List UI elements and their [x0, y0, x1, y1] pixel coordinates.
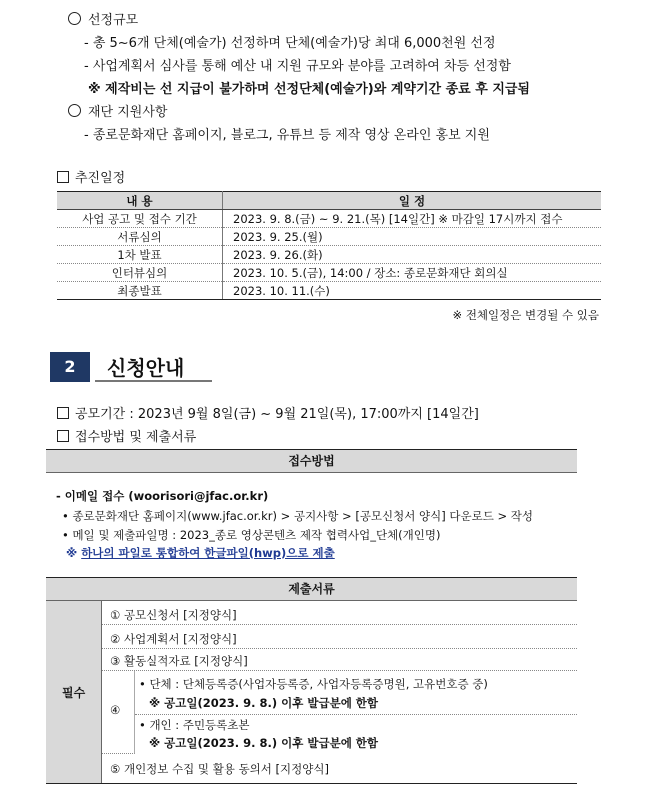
- document-subitem-org: [135, 674, 577, 715]
- schedule-heading: 추진일정: [57, 167, 125, 186]
- method-header: 접수방법: [46, 449, 577, 473]
- schedule-content: 최종발표: [57, 282, 223, 300]
- document-item-number: ④: [102, 671, 135, 754]
- schedule-header-row: [57, 192, 601, 210]
- bullet-dot-icon: •: [62, 528, 69, 542]
- method-bullet: • 메일 및 제출파일명 : 2023_종로 영상콘텐츠 제작 협력사업_단체(개인명): [62, 528, 441, 542]
- schedule-note: ※ 전체일정은 변경될 수 있음: [452, 308, 599, 322]
- document-subitem-note: ※ 공고일(2023. 9. 8.) 이후 발급분에 한함: [149, 736, 379, 750]
- checkbox-bullet-icon: [57, 430, 69, 442]
- scale-item: - 총 5~6개 단체(예술가) 선정하며 단체(예술가)당 최대 6,000천원 선정: [84, 36, 496, 51]
- schedule-col-content: 내 용: [57, 192, 223, 210]
- support-item: - 종로문화재단 홈페이지, 블로그, 유튜브 등 제작 영상 온라인 홍보 지원: [84, 128, 490, 143]
- schedule-date: 2023. 10. 5.(금), 14:00 / 장소: 종로문화재단 회의실: [223, 264, 602, 282]
- document-subitem-note: ※ 공고일(2023. 9. 8.) 이후 발급분에 한함: [149, 696, 379, 710]
- scale-heading: 선정규모: [68, 9, 138, 28]
- method-heading: 접수방법 및 제출서류: [57, 426, 196, 445]
- method-note: ※ 하나의 파일로 통합하여 한글파일(hwp)으로 제출: [66, 546, 335, 560]
- document-item: ③ 활동실적자료 [지정양식]: [102, 649, 577, 671]
- document-item: ⑤ 개인정보 수집 및 활용 동의서 [지정양식]: [110, 762, 329, 776]
- circle-bullet-icon: [68, 104, 81, 117]
- schedule-content: 1차 발표: [57, 246, 223, 264]
- schedule-date: 2023. 9. 8.(금) ~ 9. 21.(목) [14일간] ※ 마감일 17시까지 접수: [223, 210, 602, 228]
- checkbox-bullet-icon: [57, 407, 69, 419]
- documents-header: 제출서류: [46, 577, 577, 601]
- document-item: ① 공모신청서 [지정양식]: [102, 601, 577, 625]
- document-subitem-label: • 개인 : 주민등록초본: [139, 718, 250, 732]
- schedule-content: 사업 공고 및 접수 기간: [57, 210, 223, 228]
- table-row: [57, 246, 601, 264]
- scale-item: - 사업계획서 심사를 통해 예산 내 지원 규모와 분야를 고려하여 차등 선정함: [84, 59, 511, 74]
- table-row: [57, 282, 601, 300]
- schedule-content: 인터뷰심의: [57, 264, 223, 282]
- table-row: [57, 210, 601, 228]
- email-submission: - 이메일 접수 (woorisori@jfac.or.kr): [56, 489, 269, 503]
- schedule-content: 서류심의: [57, 228, 223, 246]
- table-row: [57, 264, 601, 282]
- schedule-col-date: 일 정: [223, 192, 602, 210]
- schedule-table: [57, 191, 601, 300]
- schedule-date: 2023. 9. 25.(월): [223, 228, 602, 246]
- document-item: ② 사업계획서 [지정양식]: [102, 625, 577, 649]
- support-heading: 재단 지원사항: [68, 101, 167, 120]
- table-row: [57, 228, 601, 246]
- schedule-date: 2023. 10. 11.(수): [223, 282, 602, 300]
- document-subitem-person: [135, 715, 577, 753]
- method-bullet: • 종로문화재단 홈페이지(www.jfac.or.kr) > 공지사항 > [공모신청서 양식] 다운로드 > 작성: [62, 509, 533, 523]
- section-number-badge: 2: [50, 352, 90, 382]
- required-cell: [46, 601, 102, 783]
- documents-grid: [46, 601, 577, 784]
- bullet-dot-icon: •: [62, 509, 69, 523]
- document-subitem-label: • 단체 : 단체등록증(사업자등록증, 사업자등록증명원, 고유번호증 중): [139, 677, 488, 691]
- required-label: 필수: [62, 686, 86, 700]
- schedule-date: 2023. 9. 26.(화): [223, 246, 602, 264]
- section-title: 신청안내: [107, 356, 185, 380]
- scale-note: ※ 제작비는 선 지급이 불가하며 선정단체(예술가)와 계약기간 종료 후 지급됨: [88, 82, 530, 97]
- section-underline: [95, 380, 212, 382]
- application-period: 공모기간 : 2023년 9월 8일(금) ~ 9월 21일(목), 17:00까지 [14일간]: [57, 403, 479, 422]
- checkbox-bullet-icon: [57, 171, 69, 183]
- circle-bullet-icon: [68, 12, 81, 25]
